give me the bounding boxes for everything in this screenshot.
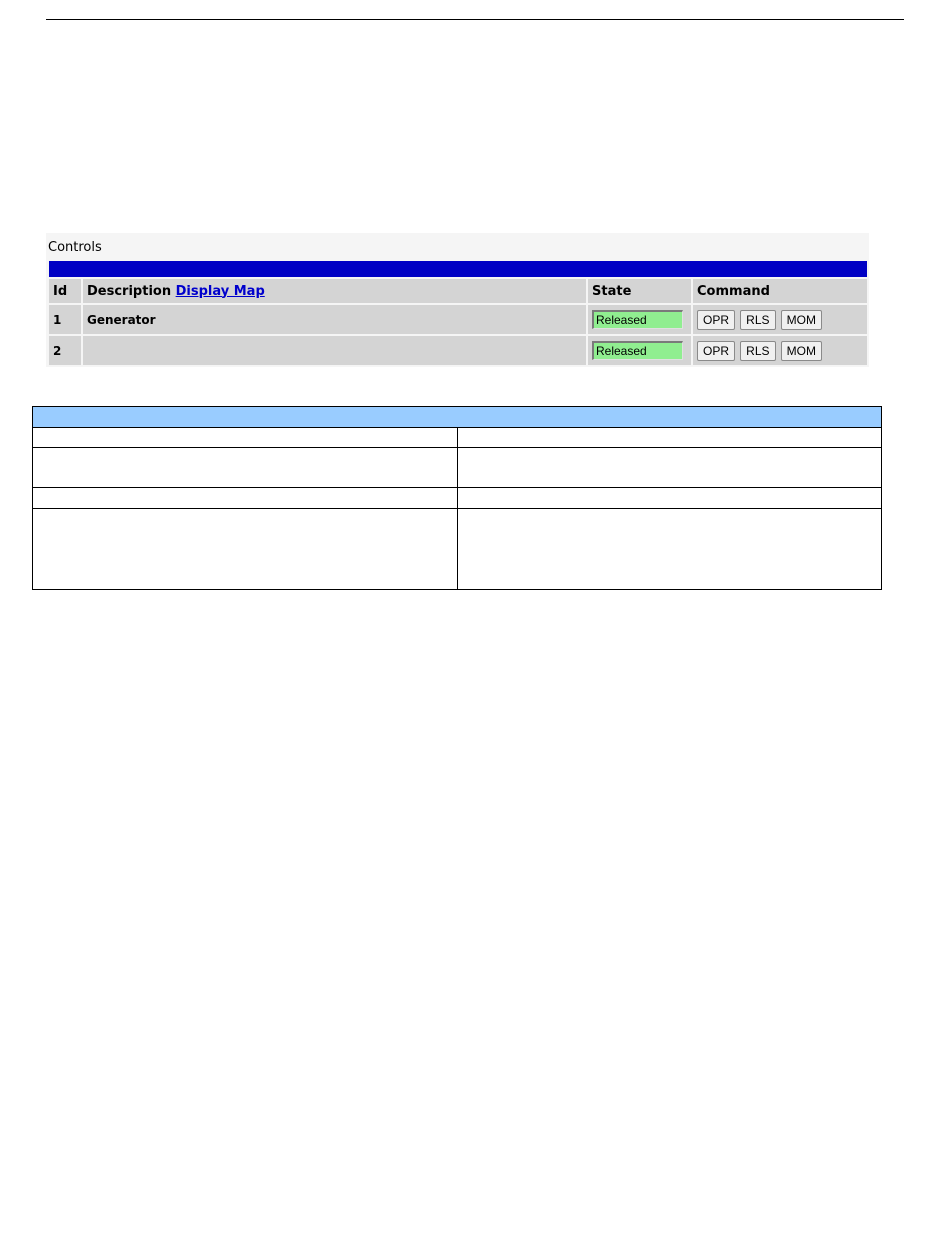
control-command-cell (693, 305, 867, 336)
blank-cell-label (33, 488, 458, 509)
controls-header-bar (49, 261, 867, 277)
control-row (49, 336, 867, 367)
blank-cell-value (457, 488, 882, 509)
rls-button[interactable]: RLS (740, 310, 775, 330)
blank-cell-label (33, 428, 458, 448)
blank-cell-label (33, 448, 458, 488)
control-id: 2 (49, 336, 83, 367)
blank-cell-value (457, 509, 882, 590)
opr-button[interactable]: OPR (697, 341, 735, 361)
header-id: Id (49, 279, 83, 305)
mom-button[interactable]: MOM (781, 341, 822, 361)
top-rule (46, 19, 904, 20)
blank-table-header (33, 407, 882, 428)
control-row (49, 305, 867, 336)
header-description-label: Description (87, 283, 172, 299)
controls-table (49, 279, 867, 367)
rls-button[interactable]: RLS (740, 341, 775, 361)
blank-table-header-cell (33, 407, 882, 428)
blank-table-row (33, 509, 882, 590)
control-state-cell (588, 336, 693, 367)
header-description (83, 279, 588, 305)
controls-panel (46, 233, 869, 367)
blank-description-table (32, 406, 882, 590)
blank-table-row (33, 428, 882, 448)
blank-cell-value (457, 448, 882, 488)
state-indicator: Released (592, 310, 683, 329)
controls-title: Controls (48, 240, 102, 255)
header-state: State (588, 279, 693, 305)
state-indicator: Released (592, 341, 683, 360)
control-id: 1 (49, 305, 83, 336)
display-map-link[interactable]: Display Map (175, 283, 265, 299)
opr-button[interactable]: OPR (697, 310, 735, 330)
control-command-cell (693, 336, 867, 367)
controls-header-row (49, 279, 867, 305)
blank-table-row (33, 488, 882, 509)
control-description: Generator (83, 305, 588, 336)
control-description (83, 336, 588, 367)
blank-cell-label (33, 509, 458, 590)
blank-table-row (33, 448, 882, 488)
blank-cell-value (457, 428, 882, 448)
control-state-cell (588, 305, 693, 336)
header-command: Command (693, 279, 867, 305)
mom-button[interactable]: MOM (781, 310, 822, 330)
